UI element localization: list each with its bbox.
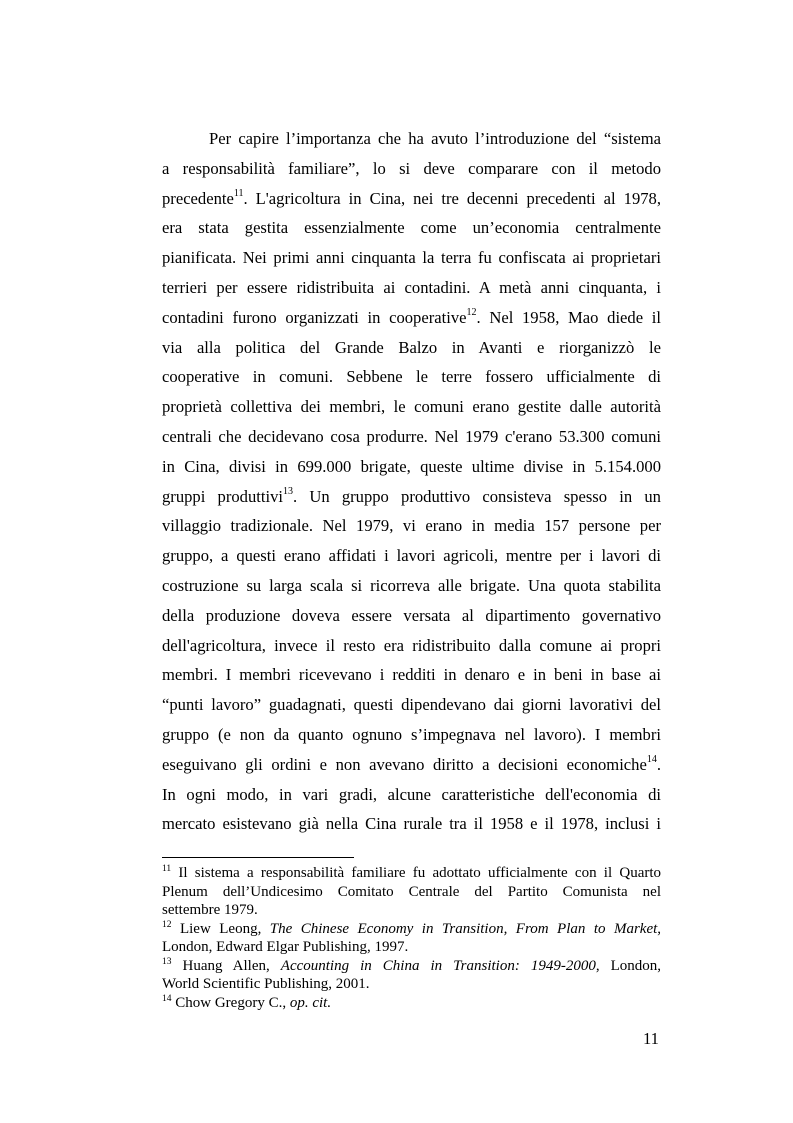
text-line: membri. I membri ricevevano i redditi in denaro e in beni in base ai — [162, 665, 661, 685]
body-paragraph — [162, 124, 661, 839]
footnote-separator — [162, 857, 354, 858]
text-line: “punti lavoro” guadagnati, questi dipendevano dai giorni lavorativi del — [162, 695, 661, 715]
footnote-ref-12[interactable]: 12 — [466, 307, 477, 319]
text-line: costruzione su larga scala si ricorreva alle brigate. Una quota stabilita — [162, 575, 661, 595]
footnote-11: $^{11}$ Il sistema a responsabilità familiare fu adottato ufficialmente con il Quarto — [162, 864, 662, 881]
footnote-13: $^{13}$ Huang Allen, Accounting in China in Transition: 1949-2000, London, — [162, 956, 661, 974]
text-line: In ogni modo, in vari gradi, alcune caratteristiche dell'economia di — [162, 784, 661, 804]
footnote-ref-13[interactable]: 13 — [282, 486, 293, 498]
footnote-13-cont: World Scientific Publishing, 2001. — [162, 976, 370, 992]
text-line: gruppo (e non da quanto ognuno s’impegnava nel lavoro). I membri — [162, 724, 661, 744]
page-number: 11 — [643, 1029, 659, 1048]
footnote-ref-14[interactable]: 14 — [646, 754, 657, 766]
footnote-11-cont: Plenum dell’Undicesimo Comitato Centrale del Partito Comunista nel — [162, 883, 661, 900]
text-line: contadini furono organizzati in cooperative$^{12}$. Nel 1958, Mao diede il — [162, 307, 661, 327]
text-line: Per capire l’importanza che ha avuto l’introduzione del “sistema — [209, 129, 661, 148]
footnote-12-cont: London, Edward Elgar Publishing, 1997. — [162, 939, 409, 955]
text-line: della produzione doveva essere versata al dipartimento governativo — [162, 605, 661, 625]
text-line: eseguivano gli ordini e non avevano diritto a decisioni economiche$^{14}$. — [162, 754, 661, 774]
footnotes — [162, 864, 661, 1012]
text-line: in Cina, divisi in 699.000 brigate, queste ultime divise in 5.154.000 — [162, 456, 661, 476]
text-line: mercato esistevano già nella Cina rurale tra il 1958 e il 1978, inclusi i — [162, 814, 661, 834]
text-line: precedente$^{11}$. L'agricoltura in Cina, nei tre decenni precedenti al 1978, — [162, 188, 661, 208]
footnote-12: $^{12}$ Liew Leong, The Chinese Economy in Transition, From Plan to Market, — [162, 919, 662, 937]
text-line: cooperative in comuni. Sebbene le terre fossero ufficialmente di — [162, 367, 661, 387]
footnote-14: $^{14}$ Chow Gregory C., op. cit. — [162, 993, 332, 1011]
text-line: dell'agricoltura, invece il resto era ridistribuito dalla comune ai propri — [162, 635, 661, 655]
text-line: villaggio tradizionale. Nel 1979, vi erano in media 157 persone per — [162, 516, 661, 536]
text-line: a responsabilità familiare”, lo si deve comparare con il metodo — [162, 158, 661, 178]
text-line: pianificata. Nei primi anni cinquanta la terra fu confiscata ai proprietari — [162, 248, 661, 268]
text-line: via alla politica del Grande Balzo in Avanti e riorganizzò le — [162, 337, 661, 357]
text-line: gruppo, a questi erano affidati i lavori agricoli, mentre per i lavori di — [162, 546, 661, 566]
text-line: gruppi produttivi$^{13}$. Un gruppo produttivo consisteva spesso in un — [162, 486, 661, 506]
footnote-11-cont: settembre 1979. — [162, 902, 258, 918]
footnote-ref-11[interactable]: 11 — [233, 188, 244, 200]
text-line: proprietà collettiva dei membri, le comuni erano gestite dalle autorità — [162, 397, 661, 417]
text-line: era stata gestita essenzialmente come un’economia centralmente — [162, 218, 661, 238]
text-line: centrali che decidevano cosa produrre. Nel 1979 c'erano 53.300 comuni — [162, 426, 661, 446]
text-line: terrieri per essere ridistribuita ai contadini. A metà anni cinquanta, i — [162, 277, 661, 297]
